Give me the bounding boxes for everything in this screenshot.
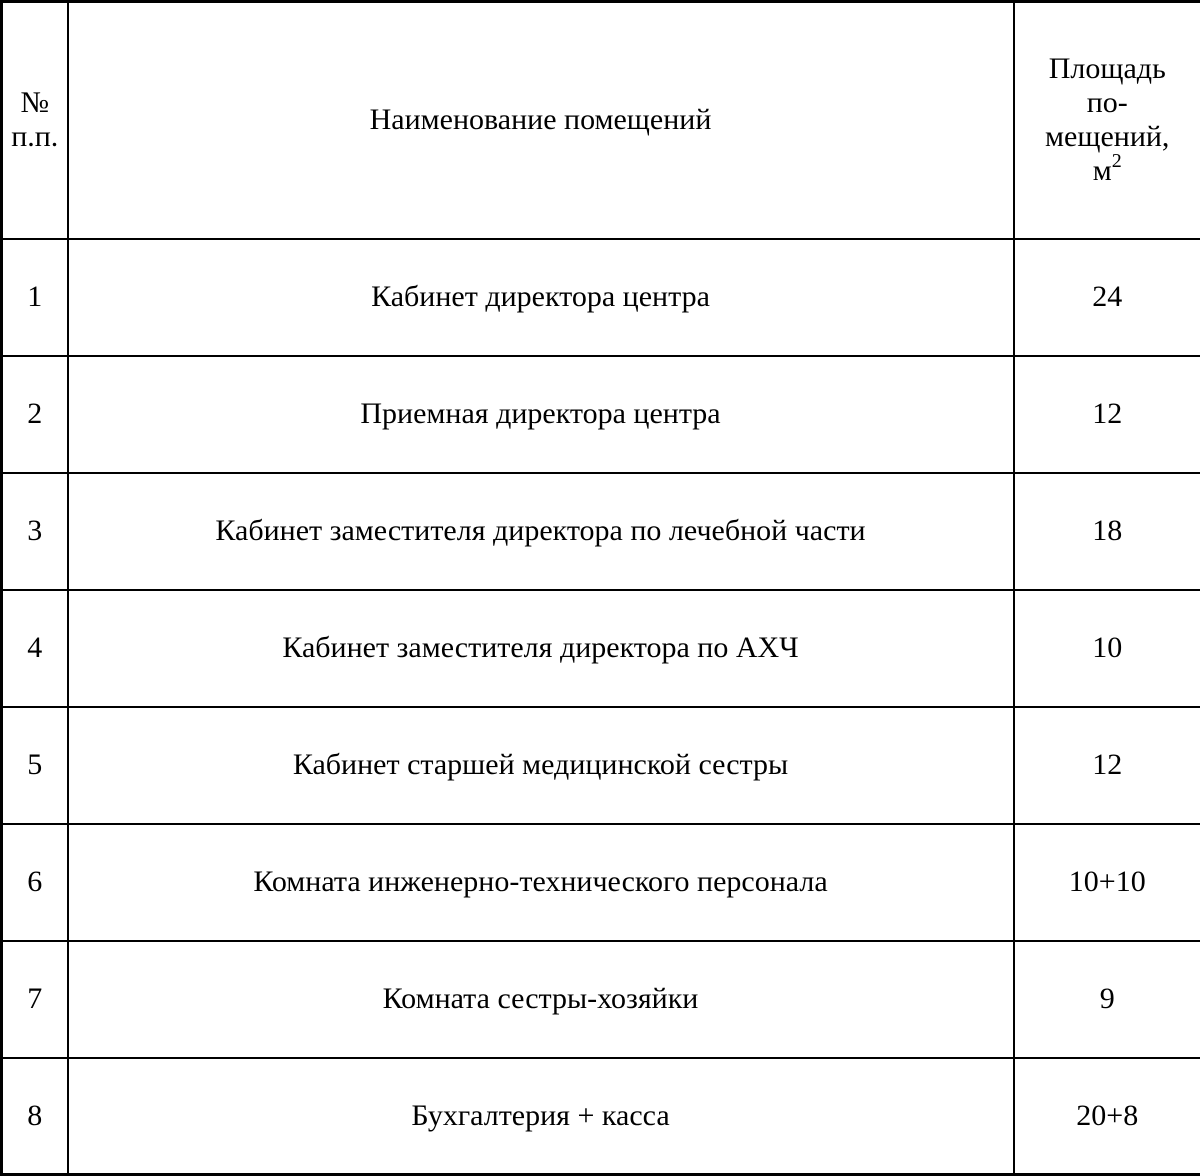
header-area-line3: мещений, [1015,120,1200,154]
table-row [2,707,1200,824]
row-area: 20+8 [1014,1058,1200,1175]
row-room-name: Бухгалтерия + касса [68,1058,1014,1175]
row-area: 9 [1014,941,1200,1058]
header-number-symbol: № [3,86,67,120]
table-row [2,590,1200,707]
row-area: 10 [1014,590,1200,707]
table-row [2,1058,1200,1175]
row-room-name: Кабинет заместителя директора по АХЧ [68,590,1014,707]
header-number [2,2,68,239]
header-area [1014,2,1200,239]
row-room-name: Комната сестры-хозяйки [68,941,1014,1058]
row-area: 12 [1014,707,1200,824]
header-area-line1: Площадь [1015,52,1200,86]
row-room-name: Кабинет заместителя директора по лечебной части [68,473,1014,590]
row-number: 1 [2,239,68,356]
row-room-name: Комната инженерно-технического персонала [68,824,1014,941]
table-row [2,239,1200,356]
row-area: 18 [1014,473,1200,590]
row-room-name: Приемная директора центра [68,356,1014,473]
table-row [2,356,1200,473]
row-room-name: Кабинет старшей медицинской сестры [68,707,1014,824]
row-area: 10+10 [1014,824,1200,941]
header-area-unit-exponent: 2 [1112,150,1122,172]
header-number-abbr: п.п. [3,120,67,154]
row-area: 24 [1014,239,1200,356]
row-number: 4 [2,590,68,707]
row-number: 8 [2,1058,68,1175]
row-area: 12 [1014,356,1200,473]
table-body [2,239,1200,1175]
header-name: Наименование помещений [68,2,1014,239]
header-row [2,2,1200,239]
table-row [2,824,1200,941]
table-row [2,941,1200,1058]
header-area-unit-base: м [1093,154,1112,187]
row-number: 5 [2,707,68,824]
header-area-unit [1015,154,1200,188]
row-number: 6 [2,824,68,941]
row-number: 2 [2,356,68,473]
table-row [2,473,1200,590]
row-number: 3 [2,473,68,590]
header-area-line2: по- [1015,86,1200,120]
row-number: 7 [2,941,68,1058]
row-room-name: Кабинет директора центра [68,239,1014,356]
